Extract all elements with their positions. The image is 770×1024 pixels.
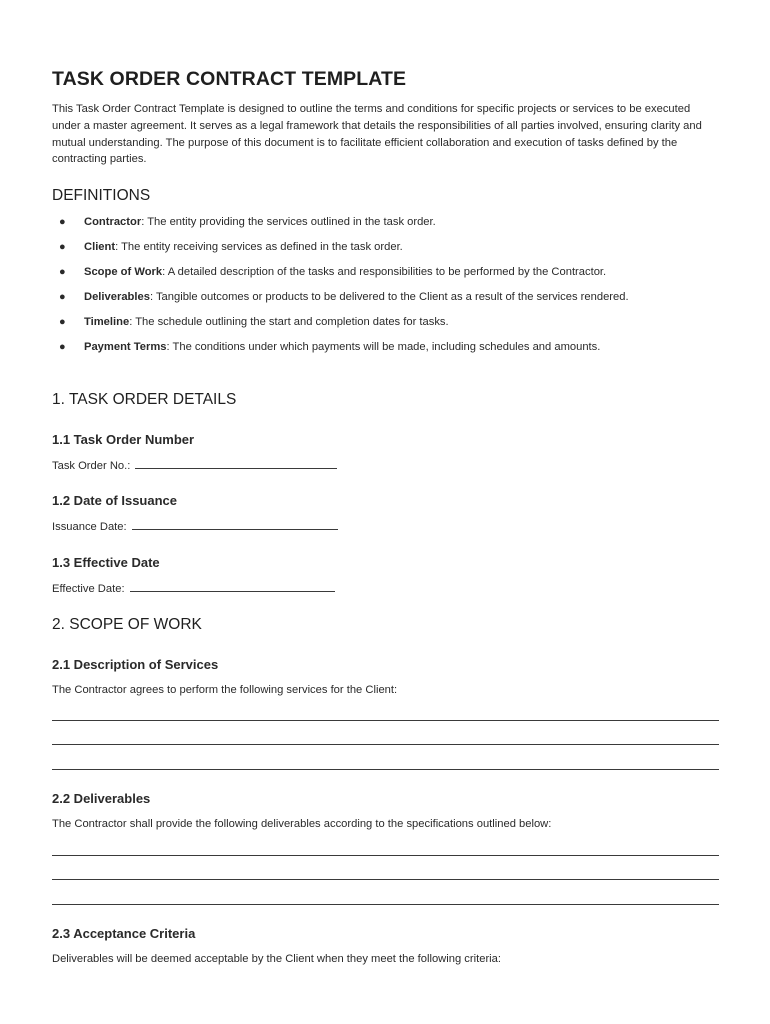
services-blank-line[interactable] xyxy=(52,744,719,745)
issuance-date-label: Issuance Date: xyxy=(52,521,127,533)
issuance-date-field[interactable] xyxy=(132,520,338,530)
definition-term: Client xyxy=(84,241,116,253)
effective-date-label: Effective Date: xyxy=(52,583,125,595)
acceptance-criteria-heading: 2.3 Acceptance Criteria xyxy=(52,926,196,941)
description-of-services-text: The Contractor agrees to perform the following services for the Client: xyxy=(52,684,398,696)
bullet-icon: ● xyxy=(59,216,66,228)
task-order-number-row xyxy=(52,459,337,472)
bullet-icon: ● xyxy=(59,266,66,278)
definition-term: Deliverables xyxy=(84,291,150,303)
definition-item xyxy=(52,290,720,306)
effective-date-field[interactable] xyxy=(130,582,335,592)
effective-date-heading: 1.3 Effective Date xyxy=(52,555,160,570)
definition-item xyxy=(52,315,720,331)
deliverables-blank-line[interactable] xyxy=(52,855,719,856)
definition-term: Scope of Work xyxy=(84,266,163,278)
bullet-icon: ● xyxy=(59,341,66,353)
document-title: TASK ORDER CONTRACT TEMPLATE xyxy=(52,68,407,90)
definition-term: Payment Terms xyxy=(84,341,167,353)
task-order-number-label: Task Order No.: xyxy=(52,460,131,472)
intro-paragraph: This Task Order Contract Template is designed to outline the terms and conditions for specific projects or services to be executed under a master agreement. It serves as a legal framework that details the responsibilities of all parties involved, ensuring clarity and mutual understanding. The purpose of this document is to facilitate efficient collaboration and execution of tasks defined by the contracting parties. xyxy=(52,103,702,166)
task-order-number-heading: 1.1 Task Order Number xyxy=(52,432,195,447)
definition-item xyxy=(52,265,720,281)
definition-text: : The entity providing the services outlined in the task order. xyxy=(141,216,436,228)
definition-text: : The entity receiving services as defined in the task order. xyxy=(115,241,403,253)
definition-item xyxy=(52,215,720,231)
services-blank-line[interactable] xyxy=(52,720,719,721)
bullet-icon: ● xyxy=(59,291,66,303)
definitions-heading: DEFINITIONS xyxy=(52,187,151,204)
deliverables-blank-line[interactable] xyxy=(52,879,719,880)
section-1-heading: 1. TASK ORDER DETAILS xyxy=(52,391,237,408)
bullet-icon: ● xyxy=(59,241,66,253)
deliverables-heading: 2.2 Deliverables xyxy=(52,791,151,806)
section-2-heading: 2. SCOPE OF WORK xyxy=(52,616,202,633)
definition-term: Contractor xyxy=(84,216,142,228)
bullet-icon: ● xyxy=(59,316,66,328)
task-order-number-field[interactable] xyxy=(135,459,337,469)
effective-date-row xyxy=(52,582,335,595)
deliverables-text: The Contractor shall provide the following deliverables according to the specifications outlined below: xyxy=(52,818,552,830)
issuance-date-row xyxy=(52,520,338,533)
date-of-issuance-heading: 1.2 Date of Issuance xyxy=(52,493,177,508)
definitions-list xyxy=(52,215,720,365)
services-blank-line[interactable] xyxy=(52,769,719,770)
acceptance-criteria-text: Deliverables will be deemed acceptable by the Client when they meet the following criteria: xyxy=(52,953,501,965)
definition-text: : Tangible outcomes or products to be delivered to the Client as a result of the services rendered. xyxy=(149,291,629,303)
definition-item xyxy=(52,240,720,256)
definition-text: : A detailed description of the tasks and responsibilities to be performed by the Contractor. xyxy=(162,266,607,278)
definition-item xyxy=(52,340,720,356)
description-of-services-heading: 2.1 Description of Services xyxy=(52,657,219,672)
definition-text: : The schedule outlining the start and completion dates for tasks. xyxy=(129,316,449,328)
deliverables-blank-line[interactable] xyxy=(52,904,719,905)
definition-text: : The conditions under which payments will be made, including schedules and amounts. xyxy=(166,341,601,353)
definition-term: Timeline xyxy=(84,316,130,328)
